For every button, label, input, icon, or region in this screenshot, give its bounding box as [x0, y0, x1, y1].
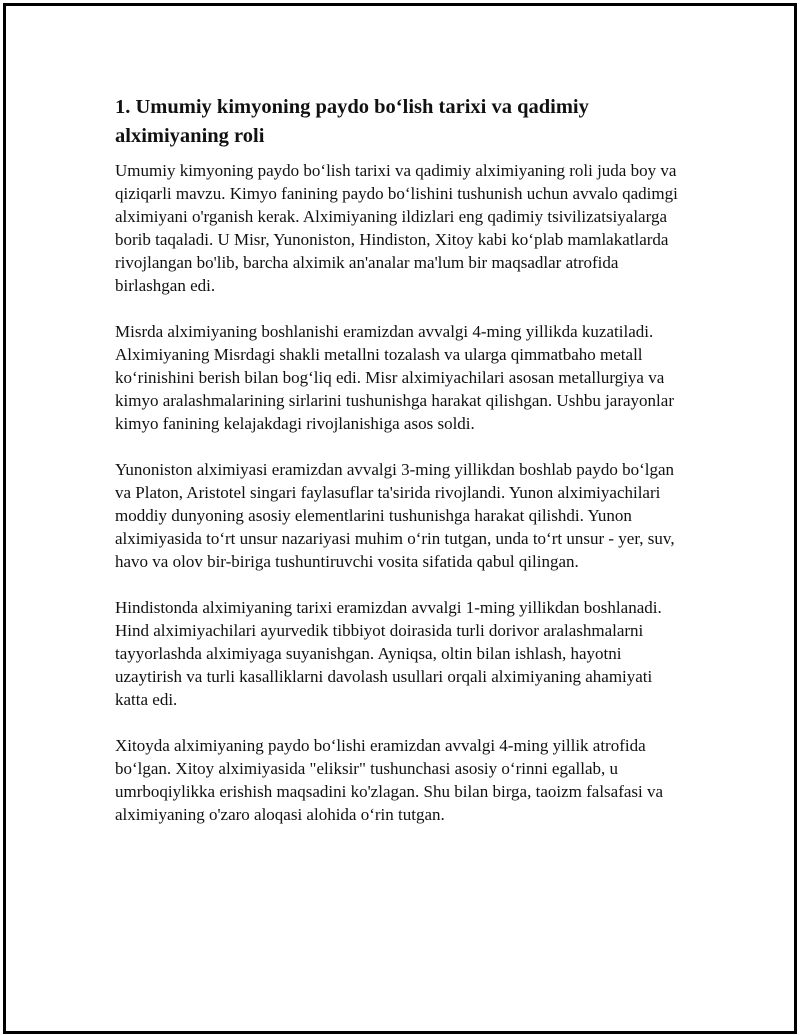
paragraph-introduction: Umumiy kimyoning paydo bo‘lish tarixi va qadimiy alximiyaning roli juda boy va qiziqarli mavzu. Kimyo fanining paydo bo‘lishini tushunish uchun avvalo qadimgi alximiyani o'rganish kerak. Alximiyaning ildizlari eng qadimiy tsivilizatsiyalarga borib taqaladi. U Misr, Yunoniston, Hindiston, Xitoy kabi ko‘plab mamlakatlarda rivojlangan bo'lib, barcha alximik an'analar ma'lum bir maqsadlar atrofida birlashgan edi. [115, 161, 678, 295]
document-body [115, 93, 687, 849]
paragraph-india: Hindistonda alximiyaning tarixi eramizdan avvalgi 1-ming yillikdan boshlanadi. Hind alximiyachilari ayurvedik tibbiyot doirasida turli dorivor aralashmalarni tayyorlashda alximiyaga suyanishgan. Ayniqsa, oltin bilan ishlash, hayotni uzaytirish va turli kasalliklarni davolash usullari orqali alximiyaning ahamiyati katta edi. [115, 598, 662, 709]
section-heading: 1. Umumiy kimyoning paydo bo‘lish tarixi va qadimiy alximiyaning roli [115, 96, 589, 147]
paragraph-egypt: Misrda alximiyaning boshlanishi eramizdan avvalgi 4-ming yillikda kuzatiladi. Alximiyaning Misrdagi shakli metallni tozalash va ularga qimmatbaho metall ko‘rinishini berish bilan bog‘liq edi. Misr alximiyachilari asosan metallurgiya va kimyo aralashmalarining sirlarini tushunishga harakat qilishgan. Ushbu jarayonlar kimyo fanining kelajakdagi rivojlanishiga asos soldi. [115, 322, 674, 433]
paragraph-china: Xitoyda alximiyaning paydo bo‘lishi eramizdan avvalgi 4-ming yillik atrofida bo‘lgan. Xitoy alximiyasida "eliksir" tushunchasi asosiy o‘rinni egallab, u umrboqiylikka erishish maqsadini ko'zlagan. Shu bilan birga, taoizm falsafasi va alximiyaning o'zaro aloqasi alohida o‘rin tutgan. [115, 736, 664, 824]
paragraph-greece: Yunoniston alximiyasi eramizdan avvalgi 3-ming yillikdan boshlab paydo bo‘lgan va Platon, Aristotel singari faylasuflar ta'sirida rivojlandi. Yunon alximiyachilari moddiy dunyoning asosiy elementlarini tushunishga harakat qilishdi. Yunon alximiyasida to‘rt unsur nazariyasi muhim o‘rin tutgan, unda to‘rt unsur - yer, suv, havo va olov bir-biriga tushuntiruvchi vosita sifatida qabul qilingan. [115, 460, 675, 571]
